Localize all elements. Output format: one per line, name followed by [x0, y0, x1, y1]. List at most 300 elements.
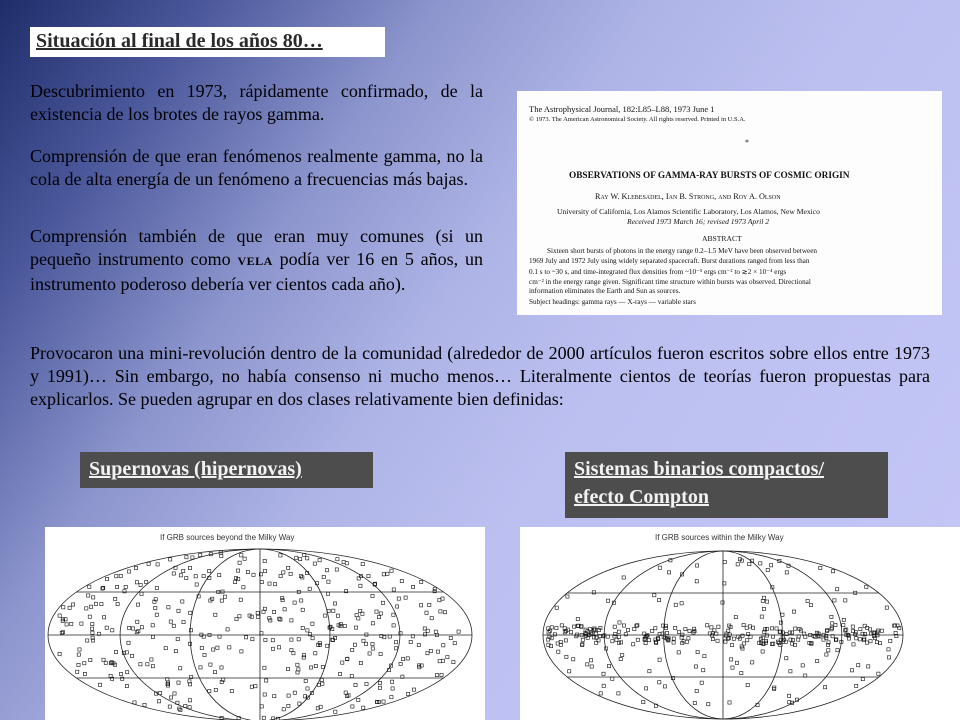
sky-map-extragalactic-burst-marker	[263, 693, 266, 696]
page-title: Situación al final de los años 80…	[36, 30, 323, 52]
sky-map-extragalactic-burst-marker	[371, 642, 374, 645]
sky-map-extragalactic-burst-marker	[282, 571, 285, 574]
sky-map-extragalactic-burst-marker	[134, 566, 137, 569]
sky-map-extragalactic-burst-marker	[357, 577, 360, 580]
class-box-supernovas	[80, 452, 373, 488]
abstract-body-5: information eliminates the Earth and Sun as sources.	[529, 287, 681, 295]
sky-map-extragalactic-burst-marker	[378, 681, 381, 684]
sky-map-extragalactic-burst-marker	[154, 606, 157, 609]
sky-map-extragalactic-burst-marker	[169, 620, 172, 623]
sky-map-galactic-burst-marker	[732, 637, 735, 640]
sky-map-extragalactic-burst-marker	[115, 575, 118, 578]
sky-map-galactic-burst-marker	[877, 672, 880, 675]
sky-map-galactic-burst-marker	[648, 670, 651, 673]
sky-map-extragalactic-burst-marker	[68, 606, 71, 609]
sky-map-galactic-burst-marker	[842, 624, 845, 627]
sky-map-extragalactic-burst-marker	[220, 554, 223, 557]
sky-map-galactic-burst-marker	[680, 602, 683, 605]
sky-map-galactic-burst-marker	[765, 634, 768, 637]
sky-map-extragalactic-burst-marker	[441, 597, 444, 600]
sky-map-extragalactic-burst-marker	[437, 650, 440, 653]
sky-map-galactic-burst-marker	[595, 641, 598, 644]
sky-map-extragalactic-burst-marker	[354, 683, 357, 686]
sky-map-galactic-burst-marker	[791, 631, 794, 634]
paragraph-frequency	[30, 225, 483, 296]
sky-map-galactic-burst-marker	[893, 624, 896, 627]
sky-map-galactic-burst-marker	[700, 681, 703, 684]
sky-map-galactic-burst-marker	[643, 638, 646, 641]
abstract-body-1: Sixteen short bursts of photons in the energy range 0.2–1.5 MeV have been observed between	[547, 247, 818, 255]
sky-map-galactic-burst-marker	[644, 642, 647, 645]
sky-map-extragalactic-burst-marker	[119, 672, 122, 675]
sky-map-galactic-burst-marker	[619, 657, 622, 660]
sky-map-extragalactic-burst-marker	[214, 688, 217, 691]
sky-map-extragalactic-burst-marker	[286, 668, 289, 671]
sky-map-extragalactic-burst-marker	[391, 680, 394, 683]
sky-map-galactic-burst-marker	[716, 639, 719, 642]
sky-map-extragalactic-burst-marker	[182, 621, 185, 624]
sky-map-galactic-burst-marker	[599, 692, 602, 695]
sky-map-galactic-burst-marker	[736, 563, 739, 566]
sky-map-extragalactic-burst-marker	[72, 603, 75, 606]
sky-map-extragalactic-burst-marker	[293, 601, 296, 604]
sky-map-galactic-burst-marker	[550, 626, 553, 629]
sky-map-extragalactic-burst-marker	[131, 627, 134, 630]
sky-map-extragalactic-burst-marker	[382, 573, 385, 576]
sky-map-extragalactic-burst-marker	[287, 566, 290, 569]
sky-map-extragalactic-burst-marker	[85, 607, 88, 610]
sky-map-galactic-burst-marker	[885, 606, 888, 609]
sky-map-extragalactic-burst-marker	[91, 623, 94, 626]
sky-map-galactic-burst-marker	[819, 566, 822, 569]
sky-map-extragalactic-burst-marker	[357, 617, 360, 620]
sky-map-extragalactic-burst-marker	[314, 652, 317, 655]
sky-map-galactic-burst-marker	[654, 627, 657, 630]
sky-map-extragalactic-burst-marker	[114, 650, 117, 653]
sky-map-extragalactic-burst-marker	[326, 644, 329, 647]
sky-map-extragalactic-burst-marker	[254, 685, 257, 688]
sky-map-extragalactic-burst-marker	[392, 624, 395, 627]
sky-map-galactic	[520, 527, 960, 720]
abstract-copyright: © 1973. The American Astronomical Society. All rights reserved. Printed in U.S.A.	[529, 116, 746, 123]
sky-map-galactic-burst-marker	[613, 625, 616, 628]
sky-map-extragalactic-burst-marker	[156, 563, 159, 566]
sky-map-extragalactic-burst-marker	[234, 581, 237, 584]
abstract-received: Received 1973 March 16; revised 1973 April 2	[627, 217, 770, 226]
sky-map-extragalactic-burst-marker	[262, 716, 265, 719]
sky-map-extragalactic-burst-marker	[306, 687, 309, 690]
sky-map-galactic-burst-marker	[645, 687, 648, 690]
sky-map-galactic-burst-marker	[816, 660, 819, 663]
sky-map-extragalactic-burst-marker	[128, 626, 131, 629]
sky-map-galactic-burst-marker	[648, 639, 651, 642]
sky-map-extragalactic-burst-marker	[194, 575, 197, 578]
sky-map-extragalactic-burst-marker	[446, 656, 449, 659]
sky-map-extragalactic-burst-marker	[103, 616, 106, 619]
sky-map-extragalactic-burst-marker	[336, 614, 339, 617]
sky-map-extragalactic-burst-marker	[174, 650, 177, 653]
sky-map-galactic-burst-marker	[844, 629, 847, 632]
sky-map-galactic-burst-marker	[658, 681, 661, 684]
sky-map-extragalactic-burst-marker	[365, 633, 368, 636]
class-label-supernovas: Supernovas (hipernovas)	[89, 458, 302, 480]
sky-map-extragalactic-burst-marker	[234, 577, 237, 580]
sky-map-extragalactic-burst-marker	[361, 563, 364, 566]
sky-map-extragalactic-burst-marker	[216, 646, 219, 649]
abstract-heading: ABSTRACT	[702, 234, 742, 243]
sky-map-extragalactic-burst-marker	[83, 662, 86, 665]
sky-map-extragalactic-burst-marker	[169, 558, 172, 561]
sky-map-extragalactic-burst-marker	[239, 598, 242, 601]
sky-map-extragalactic-burst-marker	[246, 571, 249, 574]
sky-map-extragalactic-burst-marker	[202, 575, 205, 578]
sky-map-extragalactic-burst-marker	[271, 647, 274, 650]
sky-map-extragalactic-burst-marker	[172, 624, 175, 627]
sky-map-extragalactic-burst-marker	[264, 638, 267, 641]
sky-map-extragalactic-burst-marker	[399, 662, 402, 665]
sky-map-extragalactic-burst-marker	[88, 585, 91, 588]
sky-map-extragalactic-burst-marker	[200, 646, 203, 649]
sky-map-extragalactic-burst-marker	[309, 633, 312, 636]
sky-map-galactic-burst-marker	[730, 644, 733, 647]
paragraph-gamma-nature: Comprensión de que eran fenómenos realmente gamma, no la cola de alta energía de un fenómeno a frecuencias más bajas.	[30, 146, 483, 189]
sky-map-galactic-burst-marker	[590, 665, 593, 668]
sky-map-extragalactic-burst-marker	[295, 556, 298, 559]
sky-map-galactic-burst-marker	[741, 647, 744, 650]
sky-map-galactic-burst-marker	[636, 638, 639, 641]
sky-map-galactic-burst-marker	[887, 648, 890, 651]
sky-map-extragalactic-burst-marker	[378, 686, 381, 689]
sky-map-extragalactic-burst-marker	[88, 615, 91, 618]
sky-map-galactic-burst-marker	[658, 598, 661, 601]
sky-map-extragalactic-burst-marker	[392, 613, 395, 616]
sky-map-extragalactic-burst-marker	[428, 603, 431, 606]
sky-map-galactic-burst-marker	[674, 603, 677, 606]
sky-map-extragalactic-burst-marker	[139, 663, 142, 666]
sky-map-extragalactic-burst-marker	[325, 569, 328, 572]
sky-map-galactic-burst-marker	[555, 626, 558, 629]
sky-map-galactic-burst-marker	[855, 684, 858, 687]
sky-map-extragalactic-burst-marker	[399, 632, 402, 635]
sky-map-extragalactic-burst-marker	[155, 613, 158, 616]
sky-map-extragalactic-burst-marker	[345, 562, 348, 565]
sky-map-extragalactic-burst-marker	[327, 580, 330, 583]
sky-map-extragalactic-burst-marker	[311, 622, 314, 625]
sky-map-galactic-burst-marker	[734, 616, 737, 619]
sky-map-galactic-burst-marker	[766, 568, 769, 571]
sky-map-galactic-burst-marker	[678, 631, 681, 634]
sky-map-extragalactic-burst-marker	[83, 672, 86, 675]
sky-map-galactic-burst-marker	[573, 625, 576, 628]
sky-map-galactic-burst-marker	[568, 670, 571, 673]
sky-map-extragalactic-burst-marker	[240, 650, 243, 653]
sky-map-extragalactic-burst-marker	[136, 620, 139, 623]
sky-map-extragalactic-burst-marker	[351, 705, 354, 708]
sky-map-extragalactic-burst-marker	[77, 653, 80, 656]
sky-map-extragalactic-burst-marker	[342, 561, 345, 564]
sky-map-extragalactic-burst-marker	[125, 684, 128, 687]
sky-map-galactic-burst-marker	[825, 653, 828, 656]
sky-map-extragalactic-burst-marker	[375, 610, 378, 613]
sky-map-galactic-caption: If GRB sources within the Milky Way	[655, 533, 784, 542]
sky-map-extragalactic-burst-marker	[106, 577, 109, 580]
sky-map-extragalactic-burst-marker	[390, 696, 393, 699]
abstract-affiliation: University of California, Los Alamos Scientific Laboratory, Los Alamos, New Mexico	[557, 207, 820, 216]
sky-map-extragalactic-burst-marker	[78, 648, 81, 651]
sky-map-galactic-burst-marker	[550, 637, 553, 640]
sky-map-extragalactic-burst-marker	[140, 626, 143, 629]
sky-map-extragalactic-burst-marker	[379, 612, 382, 615]
sky-map-extragalactic-burst-marker	[269, 619, 272, 622]
sky-map-extragalactic-burst-marker	[228, 646, 231, 649]
sky-map-galactic-burst-marker	[785, 657, 788, 660]
sky-map-galactic-burst-marker	[731, 666, 734, 669]
sky-map-extragalactic-burst-marker	[359, 661, 362, 664]
sky-map-extragalactic-burst-marker	[214, 613, 217, 616]
sky-map-extragalactic-burst-marker	[314, 664, 317, 667]
sky-map-galactic-burst-marker	[564, 639, 567, 642]
sky-map-extragalactic-burst-marker	[188, 706, 191, 709]
sky-map-extragalactic-burst-marker	[279, 575, 282, 578]
sky-map-extragalactic-burst-marker	[351, 648, 354, 651]
sky-map-galactic-burst-marker	[861, 678, 864, 681]
sky-map-galactic-burst-marker	[672, 641, 675, 644]
sky-map-extragalactic-burst-marker	[453, 642, 456, 645]
sky-map-extragalactic-burst-marker	[199, 553, 202, 556]
sky-map-galactic-burst-marker	[606, 599, 609, 602]
sky-map-extragalactic-burst-marker	[218, 574, 221, 577]
sky-map-galactic-burst-marker	[770, 564, 773, 567]
sky-map-galactic-burst-marker	[775, 627, 778, 630]
sky-map-extragalactic-burst-marker	[282, 708, 285, 711]
sky-map-galactic-burst-marker	[759, 562, 762, 565]
sky-map-extragalactic-burst-marker	[441, 659, 444, 662]
sky-map-extragalactic-burst-marker	[343, 624, 346, 627]
sky-map-extragalactic-burst-marker	[309, 666, 312, 669]
sky-map-galactic-burst-marker	[589, 659, 592, 662]
sky-map-galactic-burst-marker	[788, 631, 791, 634]
sky-map-extragalactic-burst-marker	[123, 590, 126, 593]
sky-map-galactic-burst-marker	[624, 633, 627, 636]
sky-map-extragalactic-burst-marker	[203, 653, 206, 656]
sky-map-extragalactic-burst-marker	[237, 569, 240, 572]
sky-map-extragalactic-burst-marker	[139, 583, 142, 586]
sky-map-extragalactic-burst-marker	[151, 635, 154, 638]
sky-map-galactic-burst-marker	[684, 628, 687, 631]
sky-map-extragalactic-burst-marker	[130, 654, 133, 657]
sky-map-extragalactic-burst-marker	[324, 614, 327, 617]
sky-map-extragalactic-burst-marker	[263, 569, 266, 572]
sky-map-extragalactic-burst-marker	[292, 652, 295, 655]
sky-map-extragalactic-burst-marker	[412, 688, 415, 691]
sky-map-extragalactic-burst-marker	[300, 599, 303, 602]
sky-map-extragalactic-burst-marker	[401, 658, 404, 661]
sky-map-extragalactic-burst-marker	[91, 627, 94, 630]
sky-map-extragalactic-burst-marker	[333, 602, 336, 605]
sky-map-extragalactic-burst-marker	[230, 689, 233, 692]
sky-map-extragalactic-burst-marker	[195, 583, 198, 586]
sky-map-extragalactic-burst-marker	[406, 657, 409, 660]
sky-map-extragalactic-burst-marker	[449, 636, 452, 639]
sky-map-extragalactic-burst-marker	[290, 638, 293, 641]
sky-map-extragalactic-burst-marker	[296, 663, 299, 666]
sky-map-galactic-burst-marker	[746, 639, 749, 642]
sky-map-extragalactic-burst-marker	[221, 590, 224, 593]
sky-map-galactic-burst-marker	[855, 637, 858, 640]
sky-map-extragalactic-burst-marker	[429, 649, 432, 652]
sky-map-galactic-burst-marker	[831, 570, 834, 573]
sky-map-extragalactic-burst-marker	[362, 706, 365, 709]
sky-map-galactic-burst-marker	[845, 628, 848, 631]
sky-map-galactic-burst-marker	[867, 665, 870, 668]
sky-map-galactic-burst-marker	[785, 571, 788, 574]
paragraph-frequency-part1: Comprensión también de que eran muy comunes (si un pequeño instrumento como	[30, 226, 483, 269]
sky-map-extragalactic-burst-marker	[169, 696, 172, 699]
sky-map-extragalactic-burst-marker	[119, 574, 122, 577]
title-box	[30, 27, 385, 57]
sky-map-extragalactic-burst-marker	[306, 629, 309, 632]
sky-map-galactic-burst-marker	[833, 599, 836, 602]
sky-map-galactic-burst-marker	[761, 599, 764, 602]
sky-map-galactic-burst-marker	[666, 631, 669, 634]
sky-map-galactic-burst-marker	[572, 658, 575, 661]
sky-map-extragalactic-burst-marker	[164, 647, 167, 650]
abstract-authors: Ray W. Klebesadel, Ian B. Strong, and Roy A. Olson	[595, 192, 781, 201]
sky-map-galactic-burst-marker	[606, 635, 609, 638]
sky-map-galactic-burst-marker	[695, 580, 698, 583]
sky-map-extragalactic-burst-marker	[397, 597, 400, 600]
sky-map-galactic-burst-marker	[887, 656, 890, 659]
sky-map-galactic-burst-marker	[586, 663, 589, 666]
sky-map-extragalactic-burst-marker	[299, 558, 302, 561]
sky-map-galactic-burst-marker	[735, 661, 738, 664]
sky-map-extragalactic-burst-marker	[326, 592, 329, 595]
sky-map-extragalactic-burst-marker	[409, 640, 412, 643]
sky-map-extragalactic-burst-marker	[105, 626, 108, 629]
sky-map-extragalactic-burst-marker	[425, 611, 428, 614]
sky-map-extragalactic-burst-marker	[185, 556, 188, 559]
sky-map-galactic-burst-marker	[622, 576, 625, 579]
sky-map-extragalactic-burst-marker	[250, 685, 253, 688]
sky-map-extragalactic-burst-marker	[189, 611, 192, 614]
sky-map-extragalactic-burst-marker	[377, 616, 380, 619]
sky-map-extragalactic-burst-marker	[218, 635, 221, 638]
sky-map-extragalactic-burst-marker	[350, 675, 353, 678]
sky-map-extragalactic-burst-marker	[293, 691, 296, 694]
sky-map-galactic-burst-marker	[844, 599, 847, 602]
sky-map-galactic-burst-marker	[570, 631, 573, 634]
sky-map-galactic-burst-marker	[779, 643, 782, 646]
sky-map-extragalactic-burst-marker	[168, 705, 171, 708]
sky-map-galactic-burst-marker	[696, 564, 699, 567]
sky-map-extragalactic-burst-marker	[256, 611, 259, 614]
sky-map-galactic-burst-marker	[707, 703, 710, 706]
sky-map-extragalactic-burst-marker	[167, 606, 170, 609]
sky-map-extragalactic-burst-marker	[371, 594, 374, 597]
sky-map-galactic-burst-marker	[667, 571, 670, 574]
sky-map-extragalactic-burst-marker	[245, 636, 248, 639]
sky-map-extragalactic-burst-marker	[341, 661, 344, 664]
sky-map-extragalactic-burst-marker	[371, 622, 374, 625]
sky-map-extragalactic-burst-marker	[248, 614, 251, 617]
sky-map-galactic-burst-marker	[809, 604, 812, 607]
sky-map-galactic-burst-marker	[721, 601, 724, 604]
sky-map-extragalactic-burst-marker	[191, 556, 194, 559]
sky-map-extragalactic-burst-marker	[355, 614, 358, 617]
sky-map-extragalactic-burst-marker	[199, 666, 202, 669]
sky-map-extragalactic-burst-marker	[394, 641, 397, 644]
sky-map-extragalactic-burst-marker	[438, 660, 441, 663]
sky-map-galactic-burst-marker	[762, 607, 765, 610]
sky-map-extragalactic-burst-marker	[438, 599, 441, 602]
sky-map-extragalactic-burst-marker	[357, 698, 360, 701]
sky-map-extragalactic-burst-marker	[353, 643, 356, 646]
sky-map-extragalactic-burst-marker	[100, 603, 103, 606]
sky-map-extragalactic-burst-marker	[99, 683, 102, 686]
sky-map-extragalactic-burst-marker	[452, 661, 455, 664]
sky-map-extragalactic-burst-marker	[188, 699, 191, 702]
sky-map-galactic-burst-marker	[685, 640, 688, 643]
sky-map-galactic-burst-marker	[770, 627, 773, 630]
sky-map-extragalactic-burst-marker	[417, 643, 420, 646]
sky-map-galactic-burst-marker	[706, 624, 709, 627]
sky-map-extragalactic-burst-marker	[311, 637, 314, 640]
sky-map-extragalactic-burst-marker	[301, 608, 304, 611]
sky-map-extragalactic-burst-marker	[268, 617, 271, 620]
sky-map-extragalactic-burst-marker	[336, 558, 339, 561]
sky-map-extragalactic-burst-marker	[392, 588, 395, 591]
sky-map-galactic-burst-marker	[857, 664, 860, 667]
sky-map-galactic-burst-marker	[865, 585, 868, 588]
abstract-body-2: 1969 July and 1972 July using widely separated spacecraft. Burst durations ranged from less than	[529, 257, 810, 265]
sky-map-galactic-burst-marker	[555, 606, 558, 609]
sky-map-extragalactic-caption: If GRB sources beyond the Milky Way	[160, 533, 295, 542]
sky-map-galactic-burst-marker	[836, 649, 839, 652]
sky-map-galactic-burst-marker	[592, 591, 595, 594]
sky-map-galactic-burst-marker	[711, 634, 714, 637]
sky-map-galactic-burst-marker	[617, 630, 620, 633]
sky-map-extragalactic-burst-marker	[313, 562, 316, 565]
sky-map-galactic-burst-marker	[621, 653, 624, 656]
sky-map-extragalactic-burst-marker	[182, 569, 185, 572]
sky-map-galactic-burst-marker	[752, 626, 755, 629]
sky-map-extragalactic-burst-marker	[440, 673, 443, 676]
abstract-mark: *	[745, 138, 749, 147]
sky-map-galactic-burst-marker	[607, 664, 610, 667]
sky-map-extragalactic-burst-marker	[287, 694, 290, 697]
sky-map-galactic-burst-marker	[830, 615, 833, 618]
sky-map-galactic-burst-marker	[723, 560, 726, 563]
sky-map-extragalactic-burst-marker	[116, 602, 119, 605]
sky-map-galactic-burst-marker	[858, 638, 861, 641]
sky-map-galactic-burst-marker	[788, 694, 791, 697]
sky-map-galactic-burst-marker	[565, 655, 568, 658]
sky-map-extragalactic-burst-marker	[355, 626, 358, 629]
abstract-title: OBSERVATIONS OF GAMMA-RAY BURSTS OF COSMIC ORIGIN	[569, 171, 850, 181]
sky-map-extragalactic-burst-marker	[177, 681, 180, 684]
sky-map-extragalactic-burst-marker	[179, 667, 182, 670]
abstract-body-3: 0.1 s to ~30 s, and time-integrated flux densities from ~10⁻⁵ ergs cm⁻² to ≳2 × 10⁻⁴ ergs	[529, 268, 787, 276]
sky-map-extragalactic-burst-marker	[400, 580, 403, 583]
sky-map-extragalactic-burst-marker	[318, 559, 321, 562]
sky-map-extragalactic-burst-marker	[220, 666, 223, 669]
sky-map-extragalactic-burst-marker	[306, 557, 309, 560]
sky-map-galactic-burst-marker	[611, 677, 614, 680]
sky-map-extragalactic-burst-marker	[240, 554, 243, 557]
sky-map-galactic-burst-marker	[771, 635, 774, 638]
sky-map-extragalactic-burst-marker	[257, 615, 260, 618]
sky-map-extragalactic-burst-marker	[279, 618, 282, 621]
